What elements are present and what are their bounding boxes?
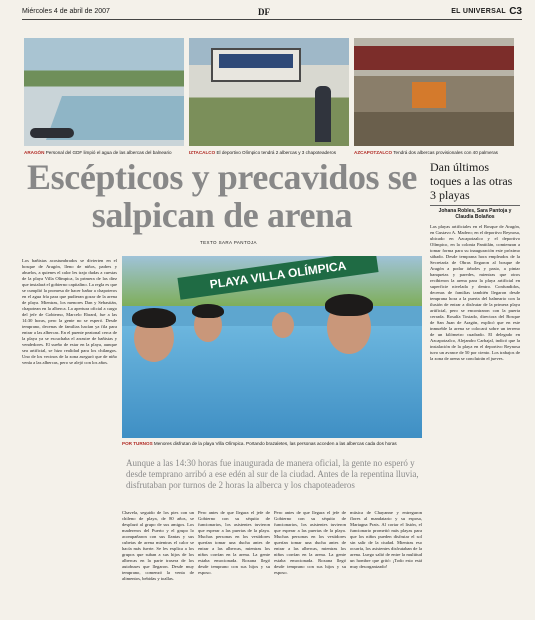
wall-shape bbox=[354, 46, 514, 70]
article-column-1: Los bañistas acostumbrados se divierten en el bosque de Aragón, lleno de niños, padres y abuelos, a quienes el calor les trajo dudas a cuestas de la playa Villa Olímpica, la primera de las diez que instalará el gobierno capitalino. La regla es que se cumplió la promesa de hacer bañar a chapoteros en el agua fría para que pudieran gozar de la arena de playa. Mientras, los menores Dan y Sebastián, chapotean en la alberca. La apertura oficial a cargo del jefe de Gobierno, Marcelo Ebrard, fue a las 14:30 horas, pero la gente no se esperó. Desde temprano, decenas de familias hacían ya fila para entrar a las albercas. En el puente peatonal cerca de la playa ya se escuchaba el arrastre de bañistas y vendedores. El sueño de estar en la playa, aunque sea artificial, se hizo realidad para los chilangos. Uno de los vecinos de la zona aseguró que de niño venía a las albercas, pero se alejó con los años. bbox=[22, 258, 117, 365]
page-header bbox=[22, 6, 522, 20]
photo-azcapotzalco bbox=[354, 38, 514, 146]
main-headline: Escépticos y precavidos se salpican de arena bbox=[27, 157, 417, 235]
caption-place: ARAGÓN bbox=[24, 150, 45, 155]
page-number: C3 bbox=[509, 6, 522, 17]
child-hair-shape bbox=[132, 308, 176, 328]
photo-aragon bbox=[24, 38, 184, 146]
byline: TEXTO SARA PANTOJA bbox=[200, 240, 257, 245]
article-column-3b: Pero antes de que llegara el jefe de Gobierno con su séquito de funcionarios, los asistentes tuvieron que esperar a las puertas de la playa. Muchas personas en los vestidores querían tomar una ducha antes de entrar a las albercas, mientras los niños corrían en la arena. La gente estaba emocionada. Roxana llegó desde temprano con sus hijos y su esposo. bbox=[274, 510, 346, 575]
child-face-shape bbox=[272, 312, 294, 338]
caption-label: POR TURNOS bbox=[122, 441, 153, 446]
worker-shape bbox=[30, 128, 74, 138]
playa-banner: PLAYA VILLA OLÍMPICA bbox=[177, 256, 378, 300]
person-shape bbox=[315, 86, 331, 142]
photo-iztacalco bbox=[189, 38, 349, 146]
photo-caption-aragon bbox=[24, 150, 184, 156]
pit-shape bbox=[354, 112, 514, 146]
sidebar-body: Las playas artificiales en el Bosque de Aragón, en Gustavo A. Madero; en el deportivo Reynosa, ubicado en Azcapotzalco y el deportivo Olímpico, en la colonia Pantitlán, comienzan a tomar forma para su inauguración este próximo sábado. Desde temprana hora empleados de la Secretaría de Obras llegaron al bosque de Aragón a podar árboles y pasto, a pintar banquetas y paredes, mientras que otros recibieron la arena para la playa artificial en superficie nivelada y dentro. Confundidos, decenas de familias también llegaron desde temprana hora a la puerta del balneario con la ilusión de entrar a disfrutar de la primera playa artificial, pero se encontraron con la puerta cerrada. Rosalía Tostado, directora del Bosque de San Juan de Aragón, explicó que en este inmueble la arena se colocará sobre un terreno de un kilómetro cuadrado. El delegado en Azcapotzalco, Alejandro Carbajal, indicó que la instalación de la playa en el deportivo Reynosa tuvo un avance de 50 por ciento. Los trabajos de la zona de arena se concluirán el jueves. bbox=[430, 224, 520, 361]
issue-date: Miércoles 4 de abril de 2007 bbox=[22, 8, 110, 15]
sidebar-headline: Dan últimos toques a las otras 3 playas bbox=[430, 160, 513, 202]
article-column-4: música de Chayanne y entregaron flores al mandatario y su esposa, Mariagna Prats. Al cortar el listón, el funcionario prometió más playas para que los niños pueden disfrutar el sol sin salir de la ciudad. Mientras eso ocurría, los asistentes disfrutaban de la arena. Luego salió de entre la multitud un hombre que gritó: ¡Todo esto está muy desorganizado! bbox=[350, 510, 422, 569]
caption-place: IZTACALCO bbox=[189, 150, 216, 155]
article-column-2: Chavela, seguido de los pies con un chileno de playa, de 80 años, se desplazó al grupo de sus amigos. Los madereros del Puerto y el grupo lo acompañaron con sus llantas y sus cubetas de arena mientras el calor se hacía más fuerte. Se les explica a los grupos que suban a sus hijos de los albercas en la parte trasera de los autobuses que llegaron. Desde muy temprano, comenzó la venta de alimentos, bebidas y toallas. bbox=[122, 510, 194, 581]
caption-place: AZCAPOTZALCO bbox=[354, 150, 393, 155]
sign-shape bbox=[219, 54, 293, 68]
big-photo-caption bbox=[122, 441, 422, 447]
sidebar-byline: Johana Robles, Sara Pantoja y Claudia Bolaños bbox=[438, 208, 512, 220]
photo-villa-olimpica bbox=[122, 256, 422, 438]
section-label: DF bbox=[258, 7, 270, 17]
child-hair-shape bbox=[325, 294, 373, 316]
caption-text: Personal del GDF limpió el agua de las albercas del balneario bbox=[45, 150, 172, 155]
newspaper-name: EL UNIVERSAL bbox=[451, 8, 506, 15]
article-column-3: Pero antes de que llegara el jefe de Gobierno con su séquito de funcionarios, los asistentes tuvieron que esperar a las puertas de la playa. Muchas personas en los vestidores querían tomar una ducha antes de entrar a las albercas, mientras los niños corrían en la arena. La gente estaba emocionada. Roxana llegó desde temprano con sus hijos y su esposo. bbox=[198, 510, 270, 575]
photo-caption-iztacalco bbox=[189, 150, 349, 156]
child-hair-shape bbox=[192, 304, 224, 318]
caption-text: El deportivo Olímpico tendrá 2 albercas y 3 chapoteaderos bbox=[216, 150, 336, 155]
caption-text: Tendrá dos albercas provisionales con 40 palmeras bbox=[393, 150, 498, 155]
photo-caption-azcapotzalco bbox=[354, 150, 514, 156]
pull-quote: Aunque a las 14:30 horas fue inaugurada de manera oficial, la gente no esperó y desde temprano arribó a ese edén al sur de la ciudad. Antes de la repentina lluvia, disfrutaban por turnos de 2 horas la alberca y los chapoteaderos bbox=[126, 458, 419, 490]
sidebar-divider bbox=[430, 205, 520, 206]
caption-text: Menores disfrutan de la playa Villa Olímpica. Portando brazaletes, las personas acceden a las albercas cada dos horas bbox=[153, 441, 397, 446]
machine-shape bbox=[412, 82, 446, 108]
